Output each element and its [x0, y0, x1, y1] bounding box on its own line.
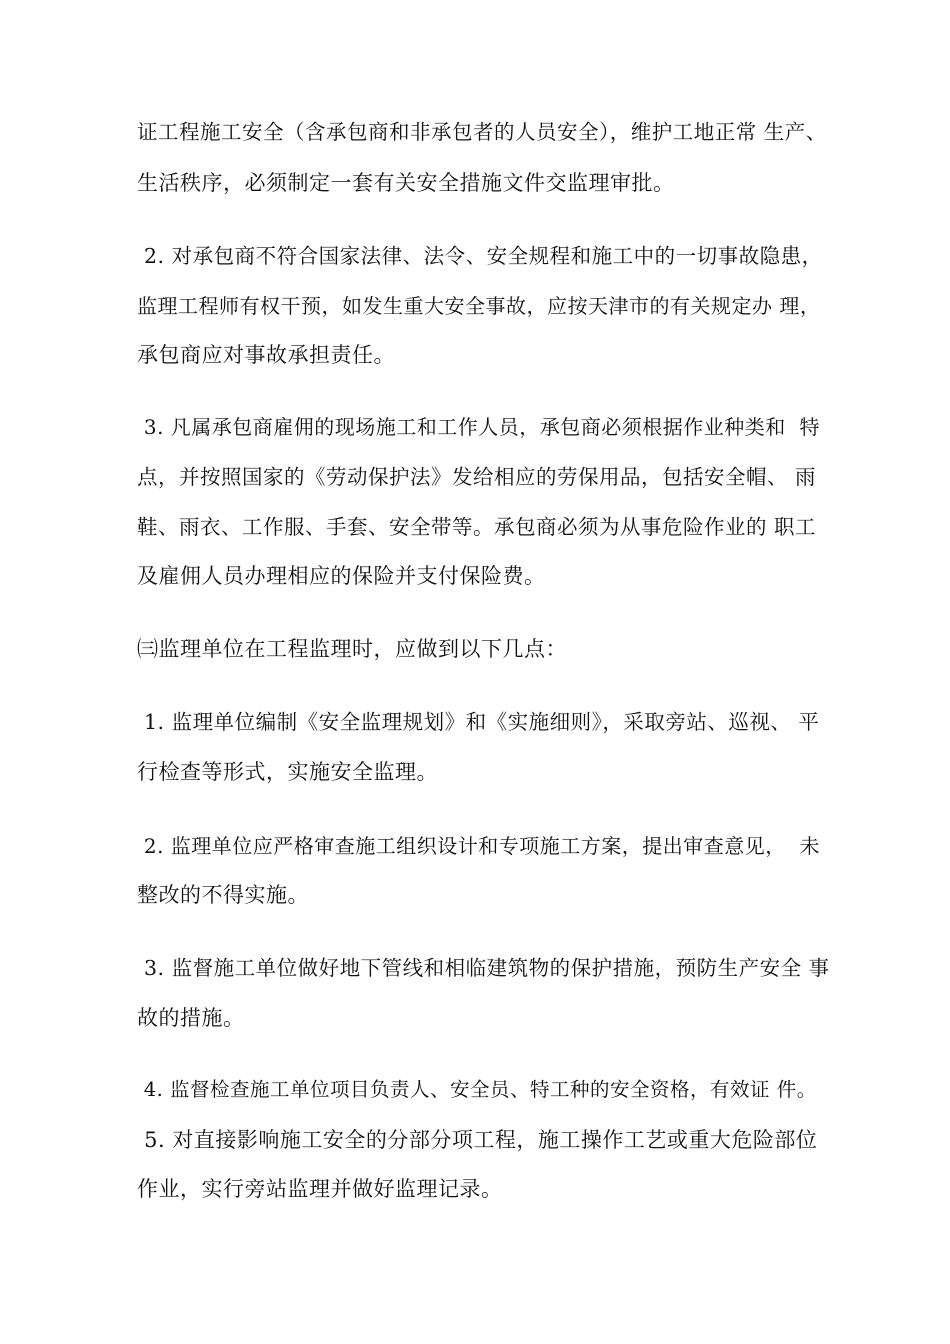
text-line: 2. 监理单位应严格审查施工组织设计和专项施工方案，提出审查意见， 未: [137, 834, 821, 858]
text-line: 行检查等形式，实施安全监理。: [137, 760, 438, 784]
section-heading: ㈢监理单位在工程监理时，应做到以下几点：: [137, 637, 567, 661]
text-line: 4. 监督检查施工单位项目负责人、安全员、特工种的安全资格，有效证 件。: [137, 1078, 817, 1101]
text-line: 3. 监督施工单位做好地下管线和相临建筑物的保护措施，预防生产安全 事: [137, 956, 830, 980]
text-line: 1. 监理单位编制《安全监理规划》和《实施细则》，采取旁站、巡视、 平: [137, 710, 820, 734]
text-line: 点，并按照国家的《劳动保护法》发给相应的劳保用品，包括安全帽、 雨: [137, 465, 817, 489]
text-line: 故的措施。: [137, 1006, 245, 1030]
text-line: 5. 对直接影响施工安全的分部分项工程，施工操作工艺或重大危险部位: [137, 1128, 818, 1152]
text-line: 及雇佣人员办理相应的保险并支付保险费。: [137, 564, 546, 588]
text-line: 3. 凡属承包商雇佣的现场施工和工作人员，承包商必须根据作业种类和 特: [137, 415, 821, 439]
text-line: 证工程施工安全（含承包商和非承包者的人员安全），维护工地正常 生产、: [137, 120, 827, 144]
text-line: 监理工程师有权干预，如发生重大安全事故，应按天津市的有关规定办 理，: [137, 294, 821, 318]
text-line: 鞋、雨衣、工作服、手套、安全带等。承包商必须为从事危险作业的 职工: [137, 515, 817, 539]
text-line: 整改的不得实施。: [137, 883, 309, 907]
text-line: 2. 对承包商不符合国家法律、法令、安全规程和施工中的一切事故隐患，: [137, 244, 823, 268]
text-line: 承包商应对事故承担责任。: [137, 343, 395, 367]
text-line: 生活秩序，必须制定一套有关安全措施文件交监理审批。: [137, 171, 675, 195]
text-line: 作业，实行旁站监理并做好监理记录。: [137, 1177, 503, 1201]
